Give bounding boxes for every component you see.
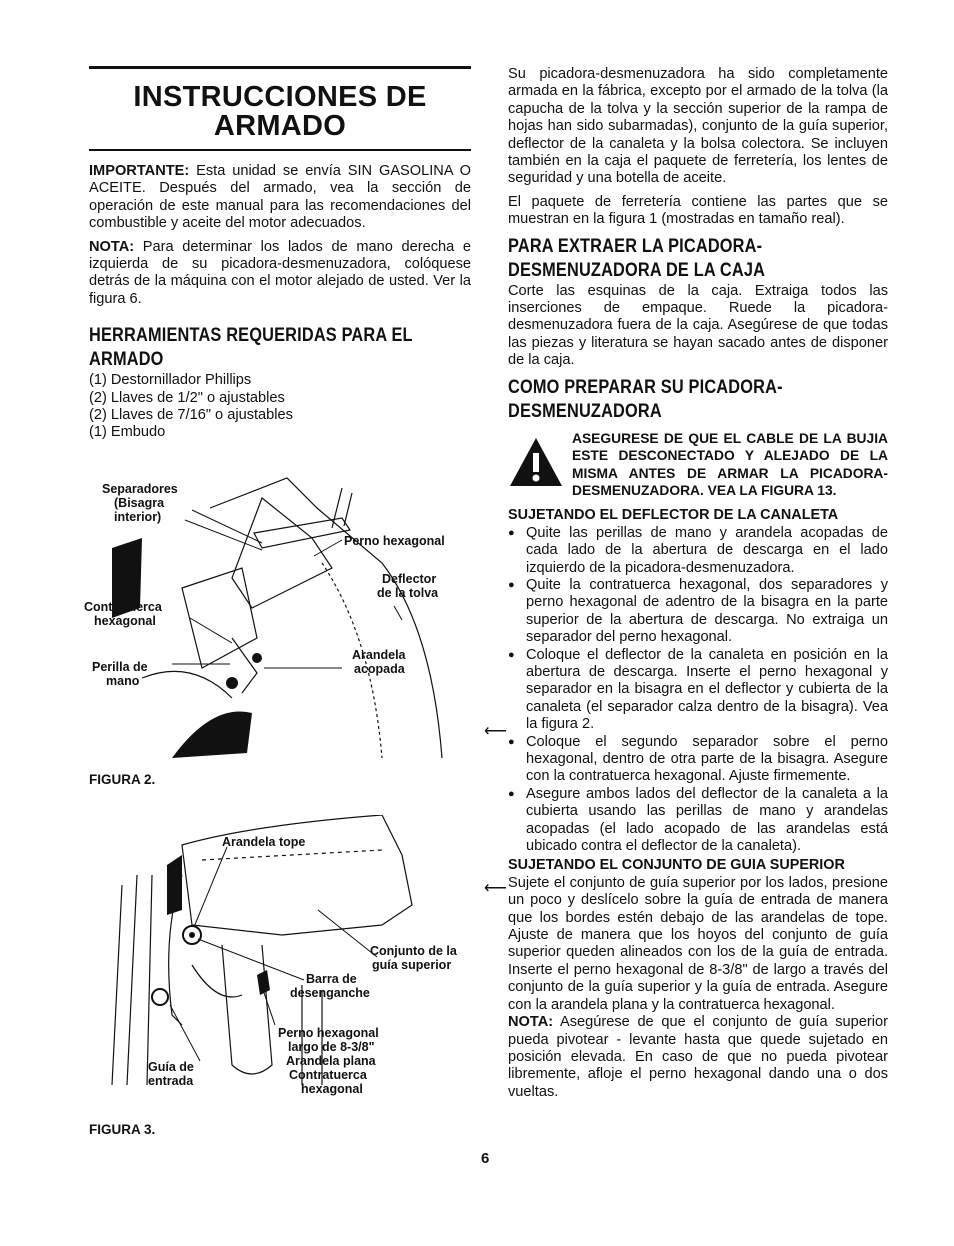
page-title: INSTRUCCIONES DE ARMADO (133, 81, 427, 142)
margin-arrow-icon: ⟵ (484, 723, 507, 740)
preparar-heading: COMO PREPARAR SU PICADORA-DESMENUZADORA (508, 376, 783, 422)
right-column (508, 66, 888, 1107)
list-item: ● Asegure ambos lados del deflector de la canaleta a la cubierta usando las perillas de mano y arandelas acopadas (el lado acopado de las arandelas está ubicado contra el deflector de la canaleta). (508, 786, 888, 856)
fig2-label-contratuerca: Contratuerca (84, 600, 162, 614)
nota-text: Para determinar los lados de mano derecha e izquierda de su picadora-desmenuzadora, colóquese detrás de la máquina con el motor alejado de usted. Ver la figura 6. (89, 238, 471, 307)
fig3-label-arandela-plana: Arandela plana (286, 1054, 376, 1068)
tool-item: (1) Destornillador Phillips (89, 372, 252, 389)
fig3-label-contratuerca: Contratuerca (289, 1068, 367, 1082)
extraer-heading: PARA EXTRAER LA PICADORA-DESMENUZADORA DE LA CAJA (508, 235, 766, 281)
nota-paragraph (89, 239, 471, 309)
deflector-steps (508, 525, 888, 856)
fig3-label-arandela-tope: Arandela tope (222, 835, 306, 849)
list-item: ● Coloque el segundo separador sobre el perno hexagonal, dentro de otra parte de la bisagra. Asegure con la contratuerca hexagonal. Ajuste firmemente. (508, 734, 888, 786)
importante-label: IMPORTANTE: (89, 163, 190, 179)
fig2-label-acopada: acopada (354, 662, 405, 676)
fig2-label-separadores: Separadores (102, 482, 178, 496)
nota-guia-label: NOTA: (508, 1014, 554, 1031)
fig3-label-conjunto: Conjunto de la (370, 944, 457, 958)
tool-item: (2) Llaves de 7/16" o ajustables (89, 407, 293, 424)
fig2-label-deflector: Deflector (382, 572, 437, 586)
figure-2-caption: FIGURA 2. (89, 772, 156, 787)
warning-box (508, 430, 888, 500)
tools-heading: HERRAMIENTAS REQUERIDAS PARA EL ARMADO (89, 325, 413, 371)
fig3-label-largo: largo de 8-3/8" (288, 1040, 375, 1054)
page-number: 6 (481, 1150, 490, 1167)
fig3-label-barra-de: Barra de (306, 972, 357, 986)
fig3-label-hexagonal: hexagonal (301, 1082, 363, 1096)
fig2-label-perilla: Perilla de (92, 660, 148, 674)
importante-paragraph (89, 163, 471, 233)
intro-paragraph-1: Su picadora-desmenuzadora ha sido completamente armada en la fábrica, excepto por el armado de la tolva (la capucha de la tolva y la sección superior de la rampa de hojas han sido subarmadas), conjunto de la guía superior, deflector de la canaleta y la bolsa colectora. Se incluyen también en la caja el paquete de ferretería, los lentes de seguridad y una botella de aceite. (508, 66, 888, 187)
importante-text: Esta unidad se envía SIN GASOLINA O ACEITE. Después del armado, vea la sección de operación de este manual para las recomendaciones del combustible y aceite del motor adecuados. (89, 163, 471, 232)
extraer-paragraph: Corte las esquinas de la caja. Extraiga todos las inserciones de empaque. Ruede la picadora-desmenuzadora fuera de la caja. Asegúrese de que todas las piezas y literatura se hayan sacado antes de disponer de la caja. (508, 282, 888, 369)
nota-guia-paragraph (508, 1014, 888, 1101)
fig3-label-guia-de: Guía de (148, 1060, 194, 1074)
list-item: ● Coloque el deflector de la canaleta en posición en la abertura de descarga. Inserte el perno hexagonal y separador en la bisagra en el deflector y cubierta de la canaleta (el separador calza dentro de la bisagra). Vea la figura 2. (508, 647, 888, 734)
list-item: ● Quite las perillas de mano y arandela acopadas de cada lado de la abertura de descarga en el lado izquierdo de la picadora-desmenuzadora. (508, 525, 888, 577)
fig3-label-guia-superior: guía superior (372, 958, 452, 972)
fig2-label-perno: Perno hexagonal (344, 534, 445, 548)
fig3-label-perno: Perno hexagonal (278, 1026, 379, 1040)
warning-text: ASEGURESE DE QUE EL CABLE DE LA BUJIA ESTE DESCONECTADO Y ALEJADO DE LA MISMA ANTES DE ARMAR LA PICADORA-DESMENUZADORA. VEA LA FIGURA 13. (572, 430, 888, 498)
figure-3 (82, 815, 474, 1135)
tool-item: (1) Embudo (89, 424, 166, 441)
list-item: ● Quite la contratuerca hexagonal, dos separadores y perno hexagonal de adentro de la bisagra en la parte superior de la abertura de descarga. No extraiga un separador del perno hexagonal. (508, 577, 888, 647)
intro-paragraph-2: El paquete de ferretería contiene las partes que se muestran en la figura 1 (mostradas en tamaño real). (508, 193, 888, 228)
margin-arrow-icon: ⟵ (484, 880, 507, 897)
fig3-label-entrada: entrada (148, 1074, 194, 1088)
fig2-label-hexagonal: hexagonal (94, 614, 156, 628)
title-bottom-rule (89, 149, 471, 151)
deflector-heading: SUJETANDO EL DEFLECTOR DE LA CANALETA (508, 507, 839, 524)
tool-item: (2) Llaves de 1/2" o ajustables (89, 389, 285, 406)
guia-paragraph: Sujete el conjunto de guía superior por los lados, presione un poco y deslícelo sobre la guía de entrada de manera que los bordes estén debajo de las arandelas de tope. Ajuste de manera que los hoyos del conjunto de guía superior queden alineados con los de la guía de entrada. Inserte el perno hexagonal de 8-3/8" de largo a través del conjunto de la guía superior y la guía de entrada. Asegure con la arandela plana y la contratuerca hexagonal. (508, 874, 888, 1013)
nota-guia-text: Asegúrese de que el conjunto de guía superior pueda pivotear - levante hasta que quede sujetado en posición elevada. En caso de que no pueda pivotear libremente, afloje el perno hexagonal dando una o dos vueltas. (508, 1014, 888, 1100)
figure-2 (82, 468, 474, 787)
left-column (89, 66, 471, 442)
fig2-label-de-la-tolva: de la tolva (377, 586, 439, 600)
guia-heading: SUJETANDO EL CONJUNTO DE GUIA SUPERIOR (508, 857, 845, 874)
fig2-label-interior: interior) (114, 510, 162, 524)
fig3-label-desenganche: desenganche (290, 986, 370, 1000)
figure-3-caption: FIGURA 3. (89, 1122, 156, 1137)
fig2-label-bisagra: (Bisagra (114, 496, 165, 510)
tools-list (89, 372, 471, 442)
fig2-label-arandela: Arandela (352, 648, 406, 662)
fig2-label-mano: mano (106, 674, 140, 688)
warning-triangle-icon (508, 430, 572, 500)
nota-label: NOTA: (89, 238, 135, 255)
